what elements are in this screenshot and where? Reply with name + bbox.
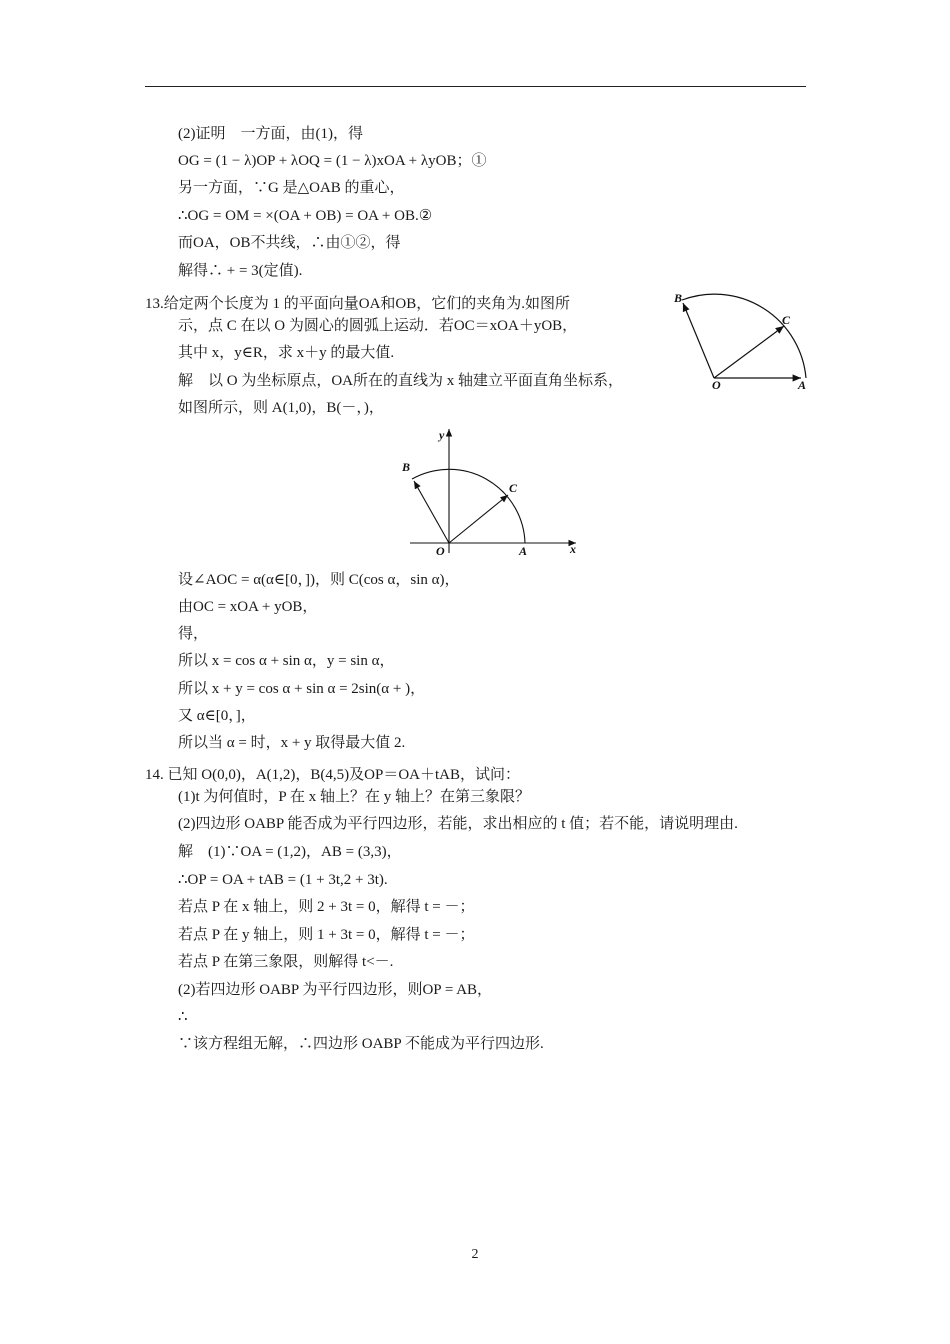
solution-14-line-3: 若点 P 在 x 轴上，则 2 + 3t = 0，解得 t = －； bbox=[178, 899, 475, 915]
fig1-label-b: B bbox=[674, 291, 683, 305]
proof-line-6: 解得∴ + = 3(定值). bbox=[178, 263, 303, 279]
problem-14-line-3: (2)四边形 OABP 能否成为平行四边形，若能，求出相应的 t 值；若不能，请说明理由. bbox=[178, 816, 738, 832]
fig2-label-c: C bbox=[509, 481, 518, 495]
fig2-label-y: y bbox=[439, 428, 445, 442]
proof-line-4: ∴OG = OM = ×(OA + OB) = OA + OB.② bbox=[178, 208, 433, 224]
fig1-label-c: C bbox=[782, 313, 791, 327]
fig2-label-o: O bbox=[436, 544, 445, 558]
proof-line-3: 另一方面，∵G 是△OAB 的重心， bbox=[178, 180, 405, 196]
sector-figure bbox=[668, 288, 813, 393]
fig2-label-x: x bbox=[570, 542, 576, 556]
fig2-label-a: A bbox=[519, 544, 528, 558]
fig1-label-a: A bbox=[798, 378, 807, 392]
solution-13-line-4: 由OC = xOA + yOB， bbox=[178, 599, 318, 615]
solution-14-line-4: 若点 P 在 y 轴上，则 1 + 3t = 0，解得 t = －； bbox=[178, 927, 475, 943]
proof-line-1: (2)证明 一方面，由(1)，得 bbox=[178, 126, 363, 142]
problem-13-line-3: 其中 x，y∈R，求 x＋y 的最大值. bbox=[178, 345, 395, 361]
fig1-label-o: O bbox=[712, 378, 721, 392]
solution-13-line-7: 所以 x + y = cos α + sin α = 2sin(α + )， bbox=[178, 681, 426, 697]
solution-13-line-6: 所以 x = cos α + sin α，y = sin α， bbox=[178, 653, 395, 669]
proof-line-2: OG = (1 − λ)OP + λOQ = (1 − λ)xOA + λyOB；① bbox=[178, 153, 487, 169]
solution-13-line-3: 设∠AOC = α(α∈[0，])，则 C(cos α，sin α)， bbox=[178, 572, 460, 588]
solution-13-line-9: 所以当 α = 时，x + y 取得最大值 2. bbox=[178, 735, 406, 751]
solution-13-line-8: 又 α∈[0，]， bbox=[178, 708, 256, 724]
proof-line-5: 而OA，OB不共线，∴由①②，得 bbox=[178, 235, 401, 251]
solution-14-line-5: 若点 P 在第三象限，则解得 t<－. bbox=[178, 954, 394, 970]
problem-13-line-2: 示，点 C 在以 O 为圆心的圆弧上运动．若OC＝xOA＋yOB， bbox=[178, 318, 578, 334]
solution-13-line-5: 得， bbox=[178, 626, 209, 642]
solution-14-line-8: ∵该方程组无解，∴四边形 OABP 不能成为平行四边形. bbox=[178, 1036, 544, 1052]
header-rule bbox=[145, 86, 806, 87]
coordinate-figure bbox=[398, 425, 588, 560]
solution-14-line-6: (2)若四边形 OABP 为平行四边形，则OP = AB， bbox=[178, 982, 493, 998]
solution-14-line-1: 解 (1)∵OA = (1,2)，AB = (3,3)， bbox=[178, 844, 402, 860]
solution-13-line-1: 解 以 O 为坐标原点，OA所在的直线为 x 轴建立平面直角坐标系， bbox=[178, 373, 624, 389]
problem-13-line-1: 13.给定两个长度为 1 的平面向量OA和OB，它们的夹角为.如图所 bbox=[145, 296, 571, 312]
fig2-label-b: B bbox=[402, 460, 411, 474]
problem-14-line-2: (1)t 为何值时，P 在 x 轴上？在 y 轴上？在第三象限？ bbox=[178, 789, 530, 805]
solution-13-line-2: 如图所示，则 A(1,0)，B(－，)， bbox=[178, 400, 384, 416]
page-number: 2 bbox=[471, 1247, 479, 1262]
solution-14-line-2: ∴OP = OA + tAB = (1 + 3t,2 + 3t). bbox=[178, 872, 388, 888]
solution-14-line-7: ∴ bbox=[178, 1009, 188, 1025]
problem-14-line-1: 14. 已知 O(0,0)，A(1,2)，B(4,5)及OP＝OA＋tAB，试问： bbox=[145, 767, 520, 783]
